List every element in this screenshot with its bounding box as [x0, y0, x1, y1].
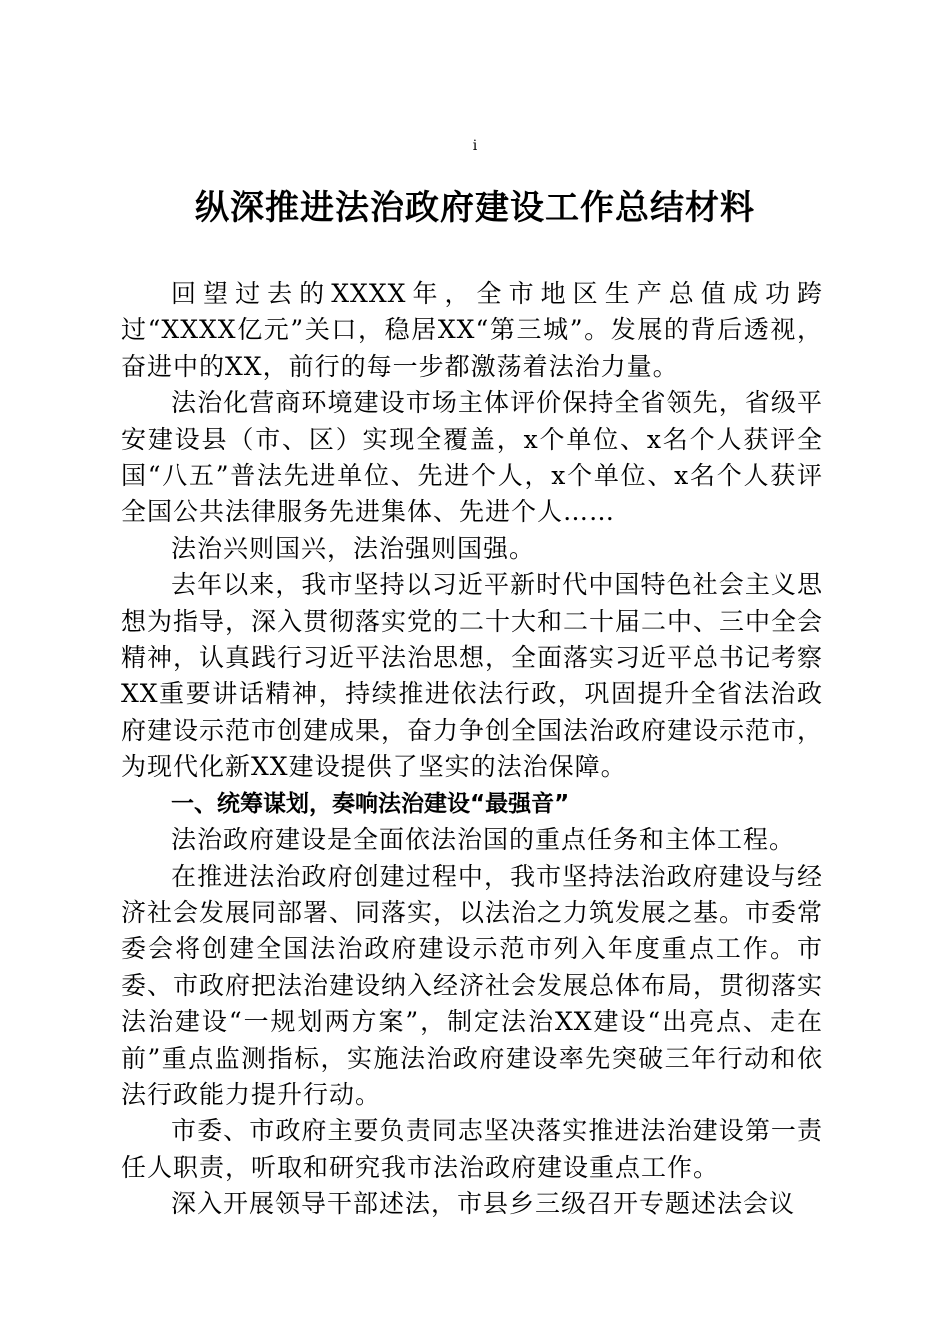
- paragraph: 法治政府建设是全面依法治国的重点任务和主体工程。: [171, 825, 796, 855]
- page-marker: i: [472, 138, 478, 154]
- paragraph: 在推进法治政府创建过程中，我市坚持法治政府建设与经济社会发展同部署、同落实，以法治之力筑发展之基。市委常委会将创建全国法治政府建设示范市列入年度重点工作。市委、市政府把法治建设纳入经济社会发展总体布局，贯彻落实法治建设“一规划两方案”，制定法治XX建设“出亮点、走在前”重点监测指标，实施法治政府建设率先突破三年行动和依法行政能力提升行动。: [121, 861, 824, 1109]
- paragraph: 市委、市政府主要负责同志坚决落实推进法治建设第一责任人职责，听取和研究我市法治政府建设重点工作。: [121, 1116, 823, 1182]
- section-heading: 一、统筹谋划，奏响法治建设“最强音”: [171, 790, 570, 817]
- paragraph: 深入开展领导干部述法，市县乡三级召开专题述法会议: [171, 1189, 796, 1219]
- paragraph: 法治兴则国兴，法治强则国强。: [171, 533, 536, 563]
- paragraph: 回望过去的XXXX年，全市地区生产总值成功跨过“XXXX亿元”关口，稳居XX“第三城”。发展的背后透视，奋进中的XX，前行的每一步都激荡着法治力量。: [121, 279, 823, 381]
- paragraph: 去年以来，我市坚持以习近平新时代中国特色社会主义思想为指导，深入贯彻落实党的二十大和二十届二中、三中全会精神，认真践行习近平法治思想，全面落实习近平总书记考察XX重要讲话精神，持续推进依法行政，巩固提升全省法治政府建设示范市创建成果，奋力争创全国法治政府建设示范市，为现代化新XX建设提供了坚实的法治保障。: [121, 570, 824, 782]
- document-body: [121, 276, 823, 1223]
- paragraph: 法治化营商环境建设市场主体评价保持全省领先，省级平安建设县（市、区）实现全覆盖，x个单位、x名个人获评全国“八五”普法先进单位、先进个人，x个单位、x名个人获评全国公共法律服务先进集体、先进个人……: [121, 388, 823, 527]
- document-title: 纵深推进法治政府建设工作总结材料: [195, 188, 755, 228]
